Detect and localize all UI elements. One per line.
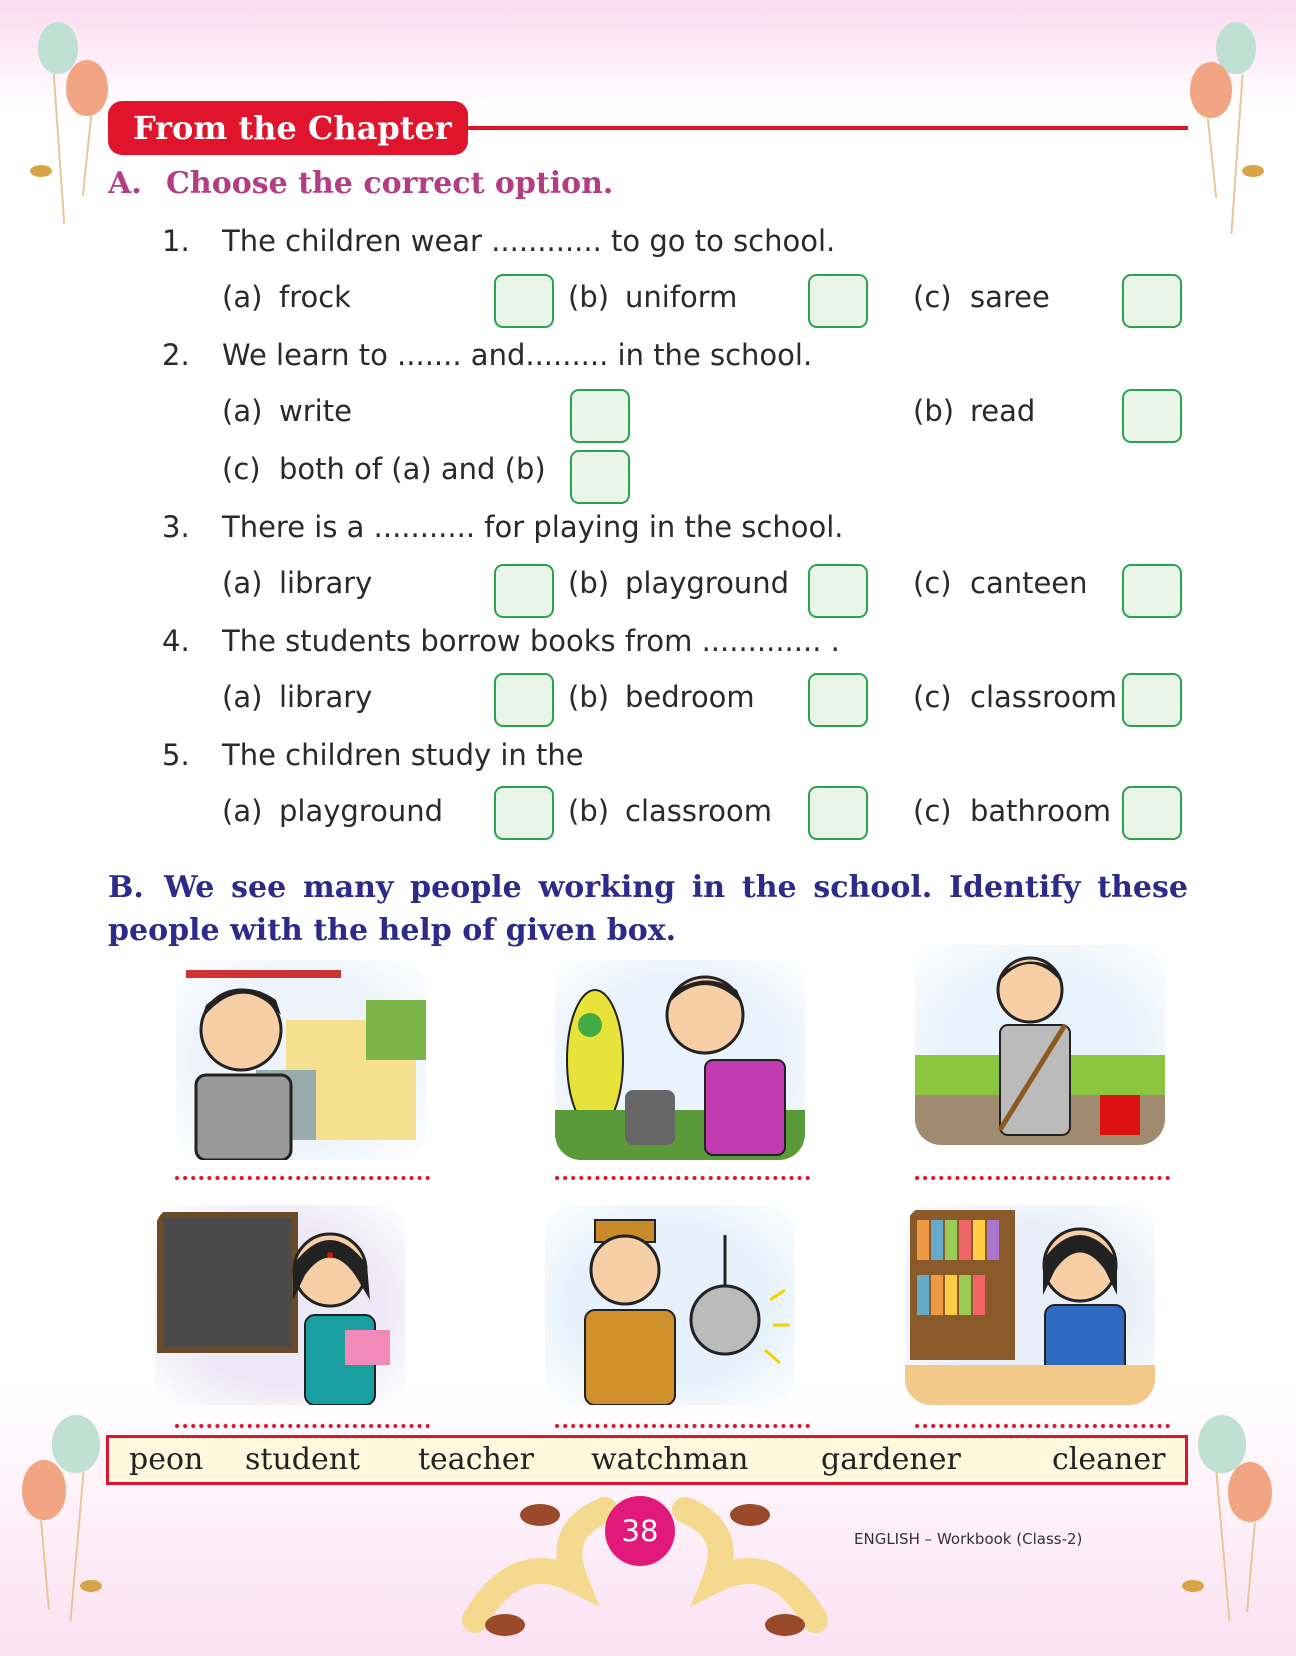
section-b-title: We see many people working in the school. Identify these people with the help of given box. [108, 870, 1188, 948]
section-a-label: A. [108, 166, 142, 201]
option-label: (c) [913, 794, 952, 828]
option-label: (c) [913, 566, 952, 600]
option-label: (b) [568, 680, 610, 714]
header-rule [468, 126, 1188, 130]
option-text: uniform [625, 280, 738, 314]
section-a-title: Choose the correct option. [166, 166, 614, 201]
answer-checkbox[interactable] [494, 673, 554, 727]
option-text: library [279, 680, 373, 714]
option-label: (b) [913, 394, 955, 428]
peon-illustration [545, 1205, 795, 1405]
page-number: 38 [605, 1496, 675, 1566]
word-option: gardener [821, 1442, 961, 1477]
answer-checkbox[interactable] [808, 564, 868, 618]
question-3-text: There is a ........... for playing in the school. [222, 510, 844, 544]
word-box [106, 1435, 1188, 1485]
answer-checkbox[interactable] [494, 274, 554, 328]
question-4-text: The students borrow books from ............. . [222, 624, 840, 658]
answer-checkbox[interactable] [1122, 389, 1182, 443]
word-option: student [245, 1442, 361, 1477]
question-1-number: 1. [162, 224, 190, 258]
cleaner-illustration [915, 945, 1165, 1145]
teacher-illustration [155, 1205, 405, 1405]
option-label: (c) [913, 280, 952, 314]
option-text: write [279, 394, 352, 428]
question-2-text: We learn to ....... and......... in the school. [222, 338, 813, 372]
answer-checkbox[interactable] [494, 786, 554, 840]
question-5-number: 5. [162, 738, 190, 772]
option-text: saree [970, 280, 1050, 314]
option-label: (a) [222, 280, 263, 314]
option-text: both of (a) and (b) [279, 452, 546, 486]
section-a-heading [108, 166, 613, 201]
footer-book-title: ENGLISH – Workbook (Class-2) [854, 1530, 1083, 1548]
option-label: (a) [222, 566, 263, 600]
word-option: watchman [591, 1442, 749, 1477]
answer-checkbox[interactable] [570, 389, 630, 443]
option-text: playground [279, 794, 444, 828]
answer-checkbox[interactable] [808, 673, 868, 727]
answer-line[interactable] [915, 1424, 1170, 1428]
option-text: canteen [970, 566, 1088, 600]
option-label: (b) [568, 280, 610, 314]
option-text: library [279, 566, 373, 600]
word-option: cleaner [1052, 1442, 1166, 1477]
answer-line[interactable] [915, 1176, 1170, 1180]
gardener-illustration [555, 960, 805, 1160]
word-option: teacher [418, 1442, 534, 1477]
answer-checkbox[interactable] [808, 274, 868, 328]
question-3-number: 3. [162, 510, 190, 544]
option-label: (a) [222, 680, 263, 714]
question-1-text: The children wear ............ to go to school. [222, 224, 836, 258]
option-label: (b) [568, 566, 610, 600]
section-b-label: B. [108, 870, 144, 905]
word-option: peon [129, 1442, 204, 1477]
answer-checkbox[interactable] [1122, 564, 1182, 618]
option-text: bedroom [625, 680, 755, 714]
option-label: (a) [222, 394, 263, 428]
answer-line[interactable] [175, 1176, 430, 1180]
chapter-header: From the Chapter [108, 101, 468, 155]
question-5-text: The children study in the [222, 738, 584, 772]
answer-line[interactable] [175, 1424, 430, 1428]
answer-line[interactable] [555, 1176, 810, 1180]
answer-checkbox[interactable] [570, 450, 630, 504]
option-label: (a) [222, 794, 263, 828]
student-illustration [905, 1205, 1155, 1405]
answer-checkbox[interactable] [1122, 786, 1182, 840]
option-text: classroom [625, 794, 773, 828]
watchman-illustration [176, 960, 426, 1160]
section-b-heading [108, 866, 1188, 952]
option-text: frock [279, 280, 351, 314]
question-4-number: 4. [162, 624, 190, 658]
option-text: bathroom [970, 794, 1111, 828]
question-2-number: 2. [162, 338, 190, 372]
option-label: (c) [913, 680, 952, 714]
answer-checkbox[interactable] [494, 564, 554, 618]
answer-checkbox[interactable] [1122, 673, 1182, 727]
option-text: classroom [970, 680, 1118, 714]
answer-line[interactable] [555, 1424, 810, 1428]
answer-checkbox[interactable] [1122, 274, 1182, 328]
option-text: playground [625, 566, 790, 600]
option-text: read [970, 394, 1036, 428]
option-label: (c) [222, 452, 261, 486]
option-label: (b) [568, 794, 610, 828]
answer-checkbox[interactable] [808, 786, 868, 840]
